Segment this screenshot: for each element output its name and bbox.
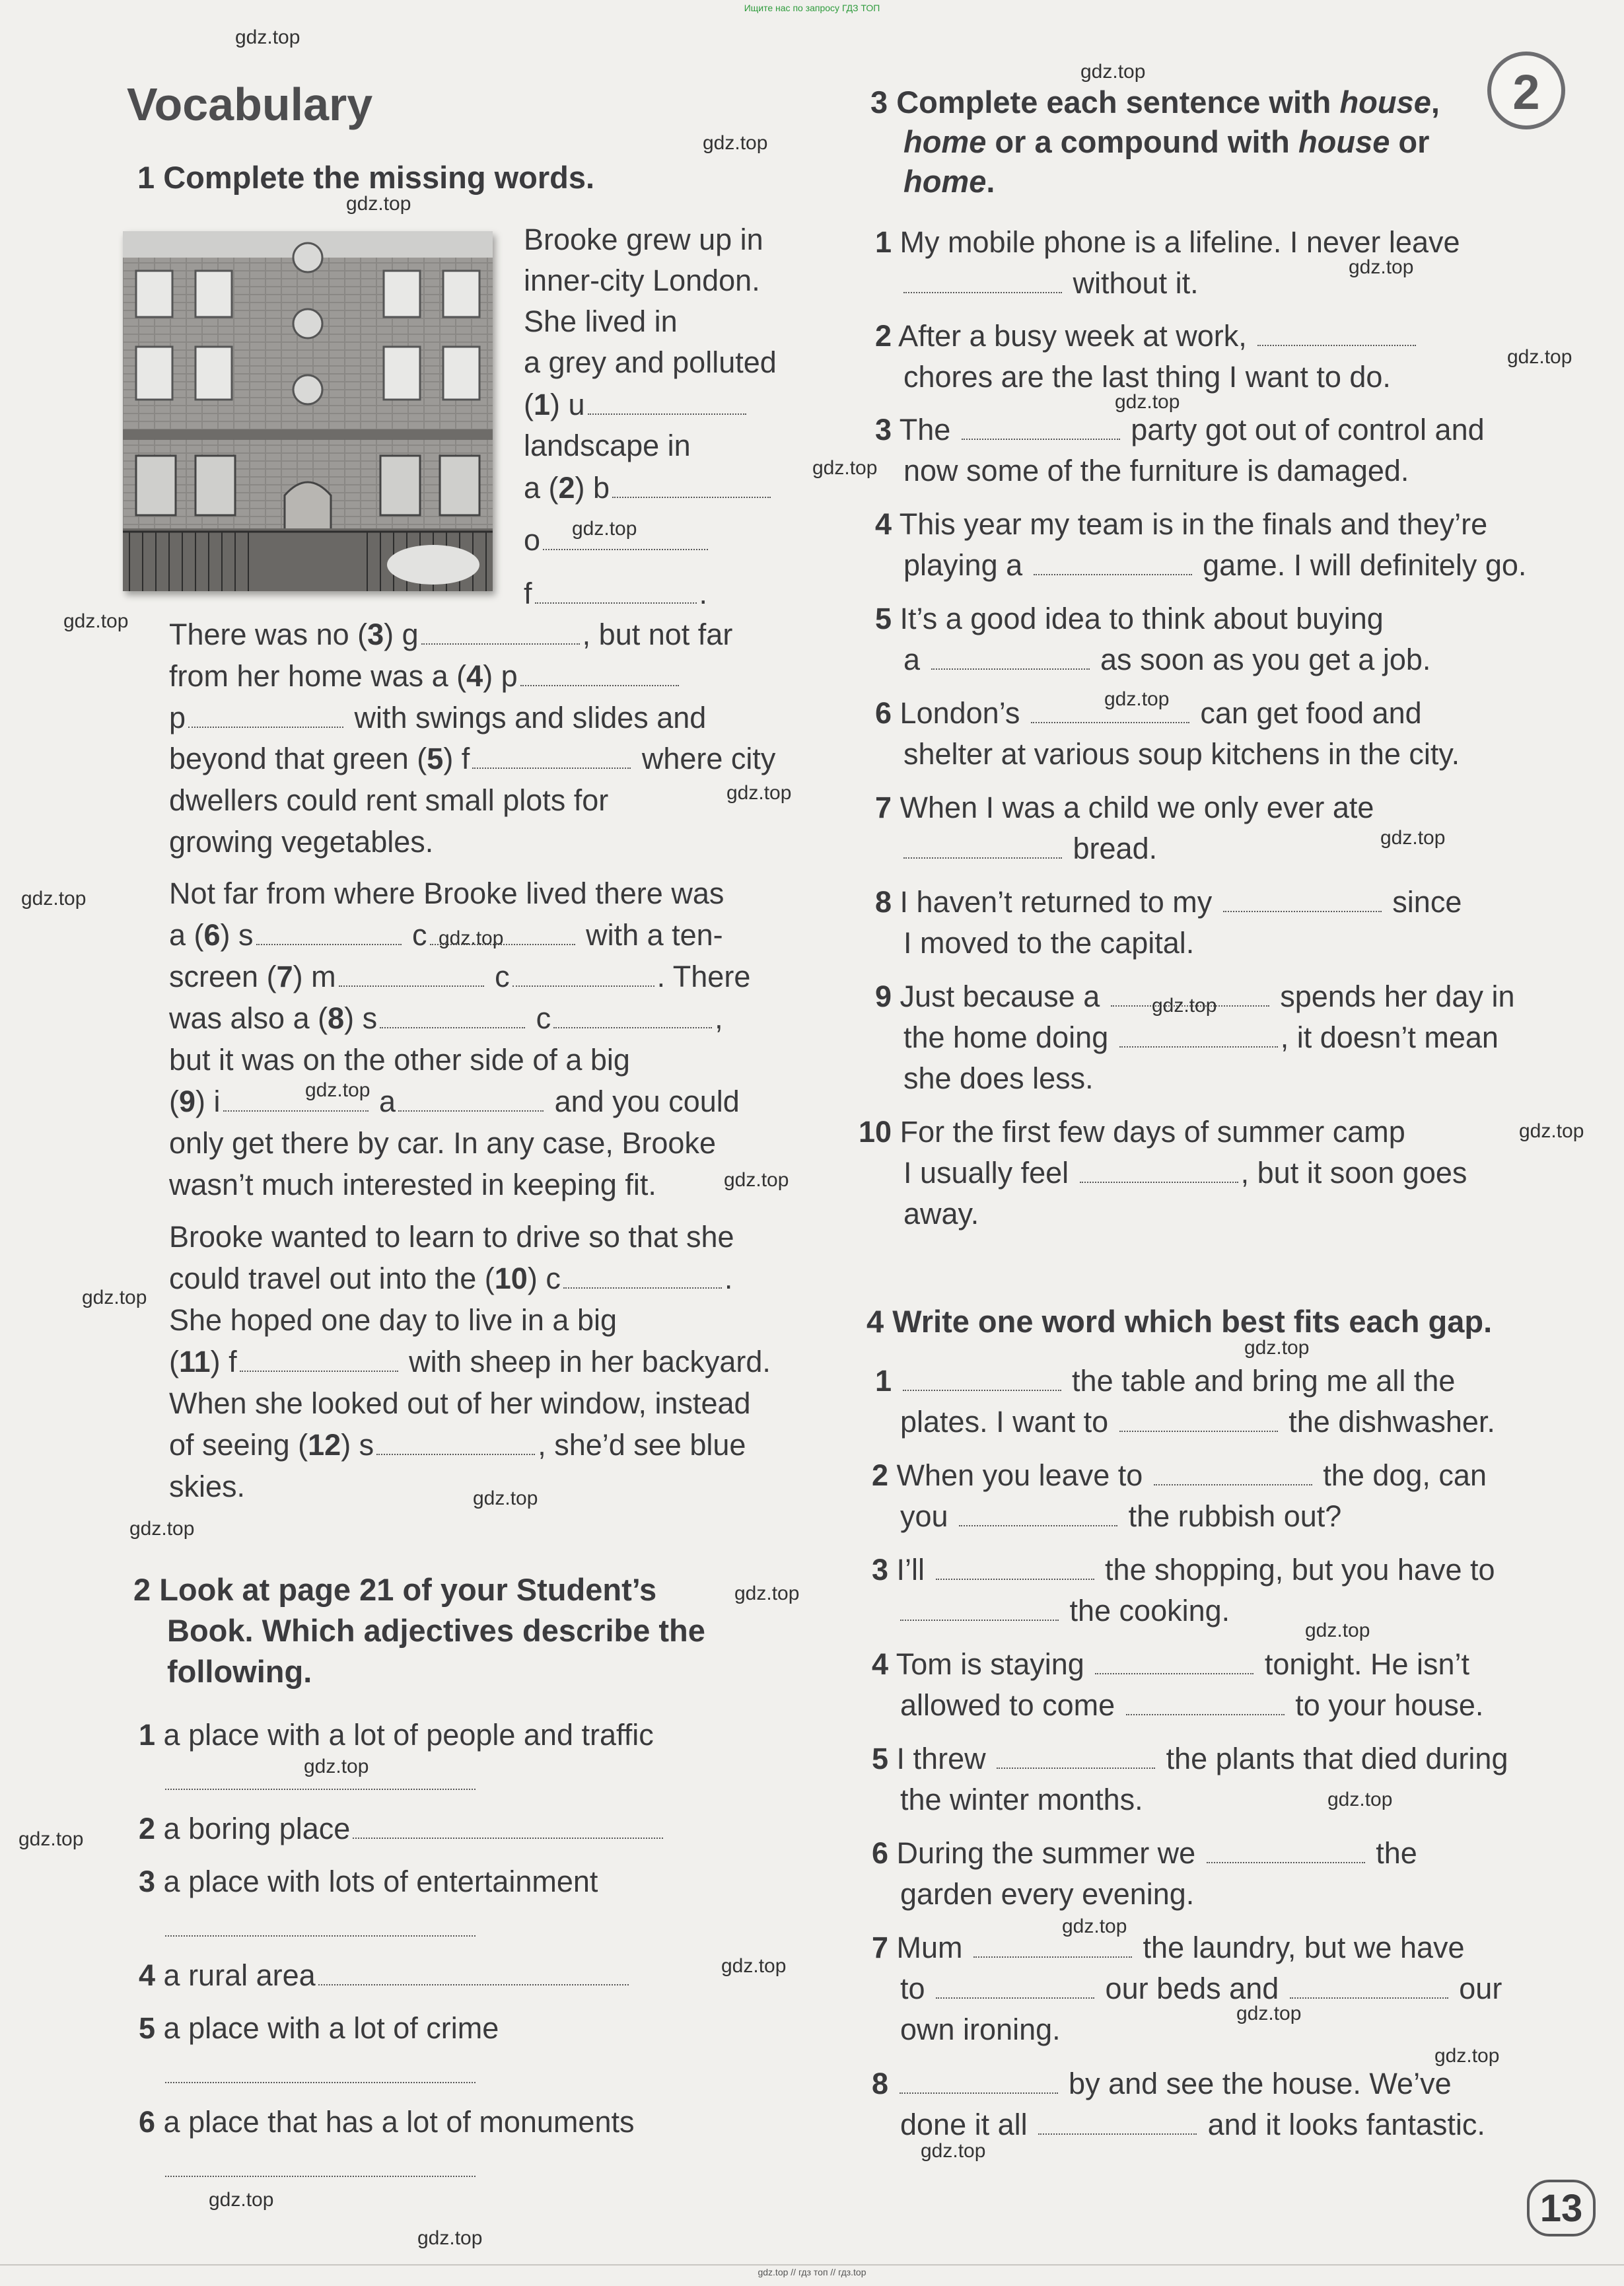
answer-gap[interactable] <box>612 477 771 498</box>
answer-gap[interactable] <box>1126 1694 1285 1715</box>
answer-gap[interactable] <box>1080 1162 1238 1183</box>
watermark: gdz.top <box>1507 346 1572 368</box>
watermark: gdz.top <box>1080 61 1146 83</box>
ex2-item: 6 a place that has a lot of monuments <box>139 2105 635 2139</box>
ex1-line: o <box>524 520 711 561</box>
watermark: gdz.top <box>1104 688 1170 710</box>
exercise-3-title: 3 Complete each sentence with house, <box>870 85 1440 120</box>
watermark: gdz.top <box>1305 1620 1370 1641</box>
unit-badge: 2 <box>1487 52 1565 129</box>
watermark: gdz.top <box>703 132 768 154</box>
ex1-line: landscape in <box>524 429 691 462</box>
ex1-line: only get there by car. In any case, Brooke <box>169 1126 716 1160</box>
ex1-line: growing vegetables. <box>169 825 434 859</box>
answer-gap[interactable] <box>903 1370 1061 1391</box>
watermark: gdz.top <box>18 1828 84 1850</box>
answer-gap[interactable] <box>1207 1842 1365 1863</box>
ex4-item: 1 the table and bring me all the <box>875 1364 1456 1398</box>
exercise-3-title-line: home. <box>903 164 995 199</box>
answer-gap[interactable] <box>188 707 343 728</box>
ex1-line: f . <box>524 577 708 610</box>
ex3-item-line: a as soon as you get a job. <box>903 643 1431 676</box>
watermark: gdz.top <box>417 2227 483 2249</box>
answer-gap[interactable] <box>1038 2114 1197 2135</box>
watermark: gdz.top <box>304 1756 369 1777</box>
watermark: gdz.top <box>235 26 300 48</box>
ex2-item: 3 a place with lots of entertainment <box>139 1865 598 1898</box>
answer-gap[interactable] <box>962 419 1120 440</box>
answer-gap[interactable] <box>973 1937 1132 1958</box>
ex4-item: 4 Tom is staying tonight. He isn’t <box>872 1647 1470 1681</box>
ex3-item: 7 When I was a child we only ever ate <box>875 791 1374 824</box>
ex4-item: 5 I threw the plants that died during <box>872 1742 1508 1775</box>
ex2-answer[interactable] <box>165 2053 476 2094</box>
ex4-item-line: the cooking. <box>900 1590 1230 1631</box>
ex4-item-line: plates. I want to the dishwasher. <box>900 1405 1495 1439</box>
exercise-2-title-line: following. <box>167 1654 312 1689</box>
watermark: gdz.top <box>82 1287 147 1308</box>
ex1-line: p with swings and slides and <box>169 701 707 734</box>
watermark: gdz.top <box>473 1487 538 1509</box>
ex1-line: Brooke wanted to learn to drive so that she <box>169 1220 734 1254</box>
ex3-item: 1 My mobile phone is a lifeline. I never leave <box>875 225 1460 259</box>
brick-townhouse-photo <box>123 231 493 591</box>
watermark: gdz.top <box>1244 1337 1310 1359</box>
answer-gap[interactable] <box>535 583 697 604</box>
watermark: gdz.top <box>1434 2045 1500 2067</box>
answer-gap[interactable] <box>512 966 654 987</box>
ex1-line: beyond that green (5) f where city <box>169 742 776 775</box>
ex2-item: 2 a boring place <box>139 1808 666 1849</box>
exercise-title-text: Complete the missing words. <box>163 160 595 195</box>
answer-gap[interactable] <box>398 1090 544 1112</box>
ex3-item: 4 This year my team is in the finals and they’re <box>875 507 1488 541</box>
ex4-item-line: own ironing. <box>900 2013 1061 2046</box>
ex3-item: 3 The party got out of control and <box>875 413 1485 446</box>
ex1-line: wasn’t much interested in keeping fit. <box>169 1168 656 1201</box>
ex3-item-line: without it. <box>903 263 1199 304</box>
ex3-item: 10 For the first few days of summer camp <box>859 1115 1405 1149</box>
ex1-line: a (2) b <box>524 468 773 509</box>
ex3-item-line: I usually feel , but it soon goes <box>903 1156 1467 1190</box>
answer-gap[interactable] <box>936 1559 1094 1580</box>
ex1-line: When she looked out of her window, instead <box>169 1386 751 1420</box>
watermark: gdz.top <box>1380 827 1446 849</box>
ex1-line: She hoped one day to live in a big <box>169 1303 618 1337</box>
watermark: gdz.top <box>129 1518 195 1540</box>
ex1-line: She lived in <box>524 304 678 338</box>
answer-gap[interactable] <box>563 1268 722 1289</box>
answer-gap[interactable] <box>380 1007 525 1028</box>
ex3-item: 8 I haven’t returned to my since <box>875 885 1462 919</box>
ex1-line: was also a (8) s c , <box>169 1001 723 1035</box>
ex4-item: 6 During the summer we the <box>872 1836 1417 1870</box>
ex4-item-line: garden every evening. <box>900 1877 1195 1911</box>
answer-gap[interactable] <box>318 1964 629 1985</box>
ex4-item: 7 Mum the laundry, but we have <box>872 1931 1465 1964</box>
answer-gap[interactable] <box>1119 1026 1278 1048</box>
ex2-answer[interactable] <box>165 1906 476 1947</box>
answer-gap[interactable] <box>520 665 679 686</box>
answer-gap[interactable] <box>931 649 1090 670</box>
ex2-answer[interactable] <box>165 2147 476 2188</box>
ex4-item-line: allowed to come to your house. <box>900 1688 1484 1722</box>
answer-gap[interactable] <box>472 748 631 769</box>
section-title: Vocabulary <box>127 79 373 130</box>
answer-gap[interactable] <box>1257 325 1416 346</box>
watermark: gdz.top <box>726 782 792 804</box>
bottom-note: gdz.top // гдз топ // гдз.top <box>758 2267 866 2277</box>
answer-gap[interactable] <box>1223 891 1382 912</box>
answer-gap[interactable] <box>256 924 402 945</box>
answer-gap[interactable] <box>903 838 1062 859</box>
exercise-number: 2 <box>133 1572 151 1607</box>
ex1-line: (11) f with sheep in her backyard. <box>169 1345 771 1378</box>
answer-gap[interactable] <box>1034 554 1192 575</box>
top-note: Ищите нас по запросу ГДЗ ТОП <box>744 3 880 13</box>
ex4-item-line: the winter months. <box>900 1783 1143 1816</box>
watermark: gdz.top <box>439 927 504 949</box>
answer-gap[interactable] <box>900 1600 1059 1621</box>
answer-gap[interactable] <box>376 1434 535 1455</box>
ex2-item: 4 a rural area <box>139 1955 631 1996</box>
exercise-number: 3 <box>870 85 888 120</box>
answer-gap[interactable] <box>997 1748 1155 1769</box>
ex1-line: from her home was a (4) p <box>169 656 682 697</box>
watermark: gdz.top <box>572 518 637 540</box>
answer-gap[interactable] <box>900 2073 1058 2094</box>
ex4-item: 8 by and see the house. We’ve <box>872 2067 1452 2100</box>
ex3-item-line: away. <box>903 1197 979 1231</box>
answer-gap[interactable] <box>903 272 1062 293</box>
ex1-line: but it was on the other side of a big <box>169 1043 630 1077</box>
ex1-line: (1) u <box>524 384 749 425</box>
ex1-line: a (6) s c with a ten- <box>169 918 723 952</box>
answer-gap[interactable] <box>1290 1978 1448 1999</box>
ex1-line: dwellers could rent small plots for <box>169 783 609 817</box>
ex3-item-line: playing a game. I will definitely go. <box>903 548 1527 582</box>
answer-gap[interactable] <box>553 1007 712 1028</box>
exercise-3-title-line: home or a compound with house or <box>903 124 1430 159</box>
watermark: gdz.top <box>1062 1915 1127 1937</box>
watermark: gdz.top <box>921 2140 986 2162</box>
watermark: gdz.top <box>1519 1120 1584 1142</box>
answer-gap[interactable] <box>339 966 484 987</box>
ex3-item: 6 London’s can get food and <box>875 696 1422 730</box>
ex1-line: skies. <box>169 1470 246 1503</box>
answer-gap[interactable] <box>936 1978 1094 1999</box>
watermark: gdz.top <box>734 1583 800 1604</box>
answer-gap[interactable] <box>1119 1411 1278 1432</box>
answer-gap[interactable] <box>165 2062 476 2083</box>
watermark: gdz.top <box>1115 391 1180 413</box>
ex1-line: Not far from where Brooke lived there was <box>169 876 724 910</box>
answer-gap[interactable] <box>1095 1653 1253 1674</box>
watermark: gdz.top <box>724 1169 789 1191</box>
ex3-item-line: chores are the last thing I want to do. <box>903 360 1391 394</box>
answer-gap[interactable] <box>165 2156 476 2177</box>
watermark: gdz.top <box>721 1955 787 1977</box>
answer-gap[interactable] <box>353 1818 663 1839</box>
watermark: gdz.top <box>1236 2003 1302 2024</box>
ex1-line: could travel out into the (10) c . <box>169 1262 733 1295</box>
ex1-line: a grey and polluted <box>524 345 777 379</box>
ex3-item: 2 After a busy week at work, <box>875 316 1419 357</box>
ex3-item-line: shelter at various soup kitchens in the city. <box>903 737 1460 771</box>
answer-gap[interactable] <box>1154 1464 1312 1485</box>
ex4-item: 3 I’ll the shopping, but you have to <box>872 1553 1495 1587</box>
ex1-line: Brooke grew up in <box>524 223 763 256</box>
watermark: gdz.top <box>1152 995 1217 1017</box>
ex2-item: 1 a place with a lot of people and traffic <box>139 1718 654 1752</box>
ex3-item-line: the home doing , it doesn’t mean <box>903 1020 1499 1054</box>
watermark: gdz.top <box>346 193 411 215</box>
watermark: gdz.top <box>21 888 87 910</box>
building-photo <box>123 231 493 591</box>
exercise-4-title: 4 Write one word which best fits each gap. <box>866 1304 1493 1339</box>
watermark: gdz.top <box>1349 256 1414 278</box>
page-divider <box>0 2264 1624 2266</box>
ex3-item: 5 It’s a good idea to think about buying <box>875 602 1384 635</box>
answer-gap[interactable] <box>588 394 746 415</box>
answer-gap[interactable] <box>240 1351 398 1372</box>
ex1-line: inner-city London. <box>524 264 760 297</box>
page-number: 13 <box>1527 2180 1596 2236</box>
ex4-item-line: to our beds and our <box>900 1972 1502 2005</box>
exercise-2-title-line: Book. Which adjectives describe the <box>167 1613 705 1648</box>
ex4-item-line: you the rubbish out? <box>900 1499 1342 1533</box>
ex4-item-line: done it all and it looks fantastic. <box>900 2108 1485 2141</box>
ex1-line: (9) i a and you could <box>169 1085 740 1118</box>
exercise-1-title <box>137 157 594 198</box>
ex3-item-line: she does less. <box>903 1061 1094 1095</box>
exercise-2-title: 2 Look at page 21 of your Student’s <box>133 1572 657 1607</box>
exercise-number: 1 <box>137 160 155 195</box>
watermark: gdz.top <box>305 1079 371 1101</box>
watermark: gdz.top <box>209 2189 274 2211</box>
watermark: gdz.top <box>63 610 129 632</box>
ex4-item: 2 When you leave to the dog, can <box>872 1458 1487 1492</box>
watermark: gdz.top <box>1327 1789 1393 1810</box>
answer-gap[interactable] <box>959 1505 1117 1526</box>
ex1-line: There was no (3) g , but not far <box>169 618 733 651</box>
ex3-item-line: bread. <box>903 828 1157 869</box>
ex1-line: screen (7) m c . There <box>169 960 751 993</box>
ex3-item-line: I moved to the capital. <box>903 926 1195 960</box>
ex1-line: of seeing (12) s , she’d see blue <box>169 1428 746 1462</box>
answer-gap[interactable] <box>421 624 580 645</box>
answer-gap[interactable] <box>165 1915 476 1937</box>
ex3-item: 9 Just because a spends her day in <box>875 980 1515 1013</box>
ex3-item-line: now some of the furniture is damaged. <box>903 454 1409 487</box>
exercise-number: 4 <box>866 1304 884 1339</box>
ex2-item: 5 a place with a lot of crime <box>139 2011 499 2045</box>
watermark: gdz.top <box>812 457 878 479</box>
